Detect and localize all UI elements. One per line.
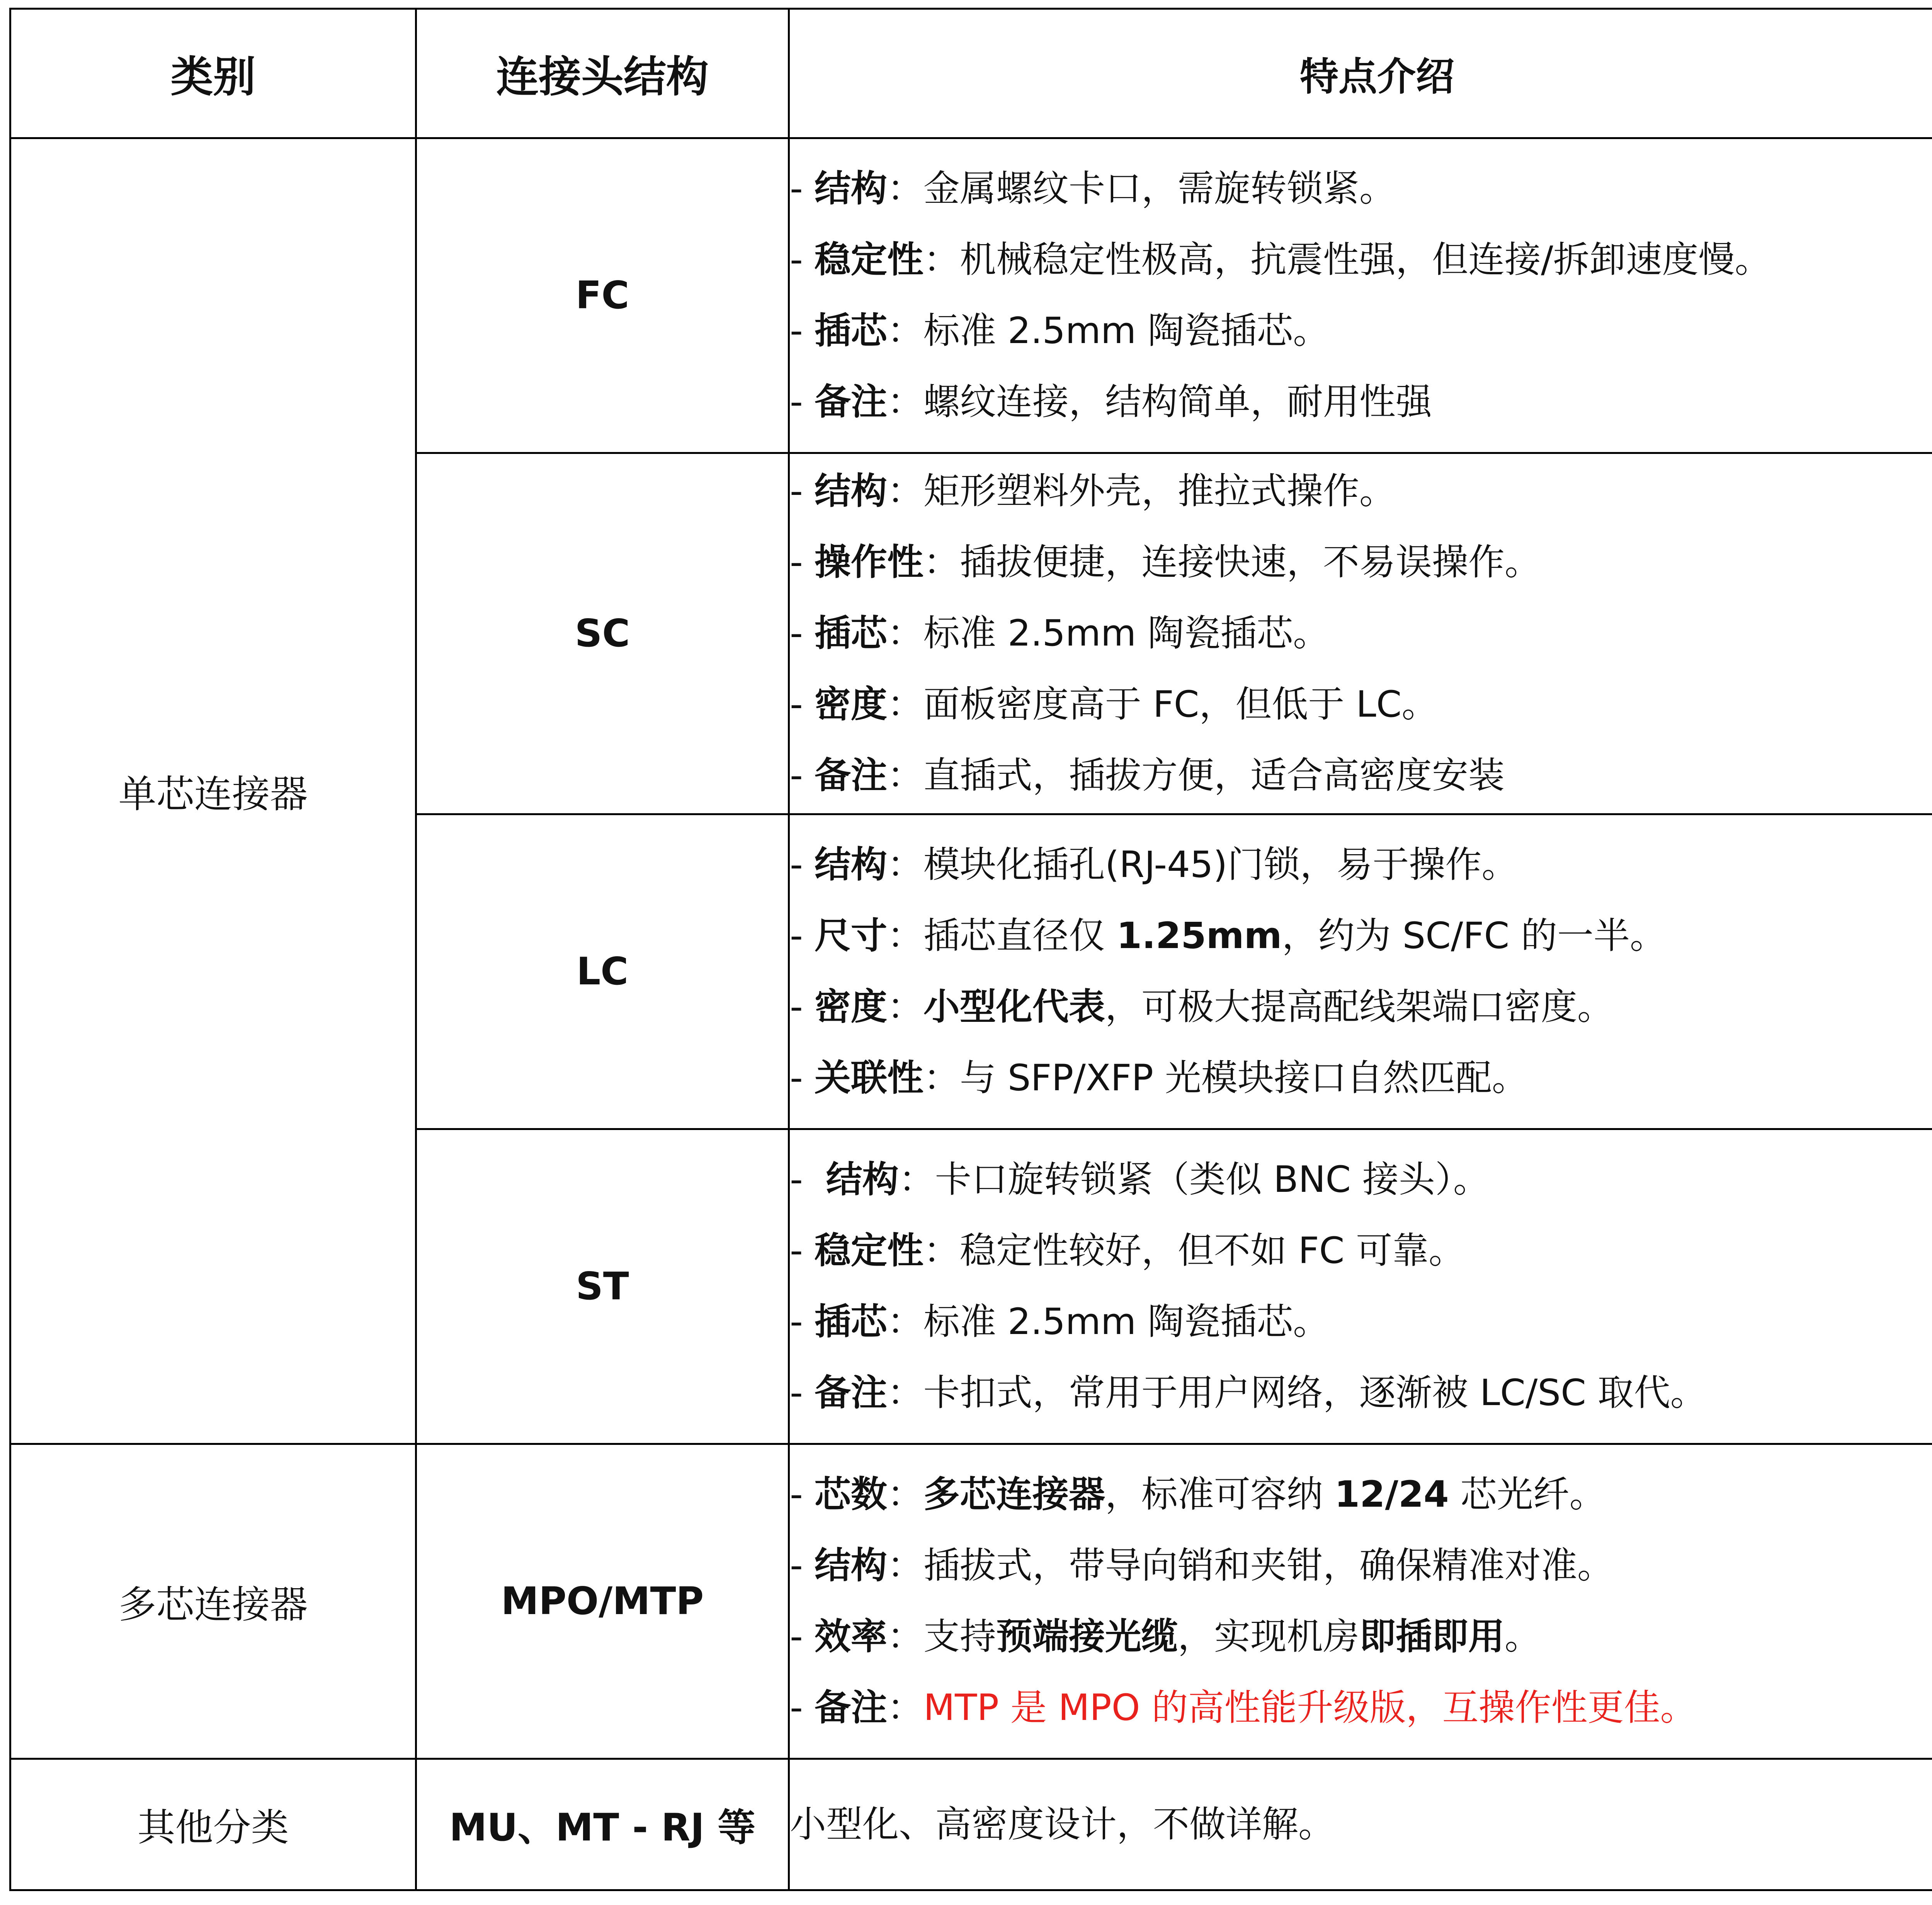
feature-line: - 密度：面板密度高于 FC，但低于 LC。 [790,683,1438,726]
category-single-core: 单芯连接器 [10,138,416,1444]
features-lc [789,814,1932,1129]
feature-line: - 芯数：多芯连接器，标准可容纳 12/24 芯光纤。 [790,1473,1606,1516]
feature-line: - 关联性：与 SFP/XFP 光模块接口自然匹配。 [790,1057,1528,1099]
table-row-other [10,1759,1932,1890]
feature-line: - 结构：矩形塑料外壳，推拉式操作。 [790,470,1396,512]
table-row-fc [10,138,1932,453]
header-connector-structure: 连接头结构 [416,9,789,138]
feature-line: - 操作性：插拔便捷，连接快速，不易误操作。 [790,541,1541,583]
connector-sc: SC [416,453,789,814]
feature-line: - 结构：插拔式，带导向销和夹钳，确保精准对准。 [790,1545,1614,1587]
feature-line: - 插芯：标准 2.5mm 陶瓷插芯。 [790,612,1330,654]
table-row-mpo [10,1444,1932,1759]
connector-lc: LC [416,814,789,1129]
connector-other: MU、MT - RJ 等 [416,1759,789,1890]
header-features: 特点介绍 [789,9,1932,138]
feature-line: - 插芯：标准 2.5mm 陶瓷插芯。 [790,1301,1330,1343]
category-multi-core: 多芯连接器 [10,1444,416,1759]
feature-line: 小型化、高密度设计，不做详解。 [790,1803,1335,1846]
connector-fc: FC [416,138,789,453]
feature-line: - 稳定性：机械稳定性极高，抗震性强，但连接/拆卸速度慢。 [790,239,1771,281]
feature-line: - 备注：螺纹连接，结构简单，耐用性强 [790,381,1432,423]
highlight-note: MTP 是 MPO 的高性能升级版，互操作性更佳。 [923,1687,1697,1729]
header-category: 类别 [10,9,416,138]
feature-line: - 效率：支持预端接光缆，实现机房即插即用。 [790,1616,1541,1658]
connector-table [9,8,1932,1891]
feature-line: - 备注：MTP 是 MPO 的高性能升级版，互操作性更佳。 [790,1687,1697,1729]
feature-line: - 结构：金属螺纹卡口，需旋转锁紧。 [790,168,1396,210]
header-row [10,9,1932,138]
connector-st: ST [416,1129,789,1444]
feature-line: - 备注：卡扣式，常用于用户网络，逐渐被 LC/SC 取代。 [790,1372,1707,1414]
feature-line: - 结构：卡口旋转锁紧（类似 BNC 接头）。 [790,1159,1490,1201]
feature-line: - 密度：小型化代表，可极大提高配线架端口密度。 [790,986,1614,1028]
category-other: 其他分类 [10,1759,416,1890]
connector-mpo-mtp: MPO/MTP [416,1444,789,1759]
feature-line: - 尺寸：插芯直径仅 1.25mm，约为 SC/FC 的一半。 [790,915,1666,957]
feature-line: - 结构：模块化插孔(RJ-45)门锁，易于操作。 [790,844,1518,886]
feature-line: - 稳定性：稳定性较好，但不如 FC 可靠。 [790,1230,1465,1272]
features-mpo [789,1444,1932,1759]
feature-line: - 插芯：标准 2.5mm 陶瓷插芯。 [790,310,1330,352]
feature-line: - 备注：直插式，插拔方便，适合高密度安装 [790,755,1505,797]
features-fc [789,138,1932,453]
features-other [789,1759,1932,1890]
features-st [789,1129,1932,1444]
features-sc [789,453,1932,814]
